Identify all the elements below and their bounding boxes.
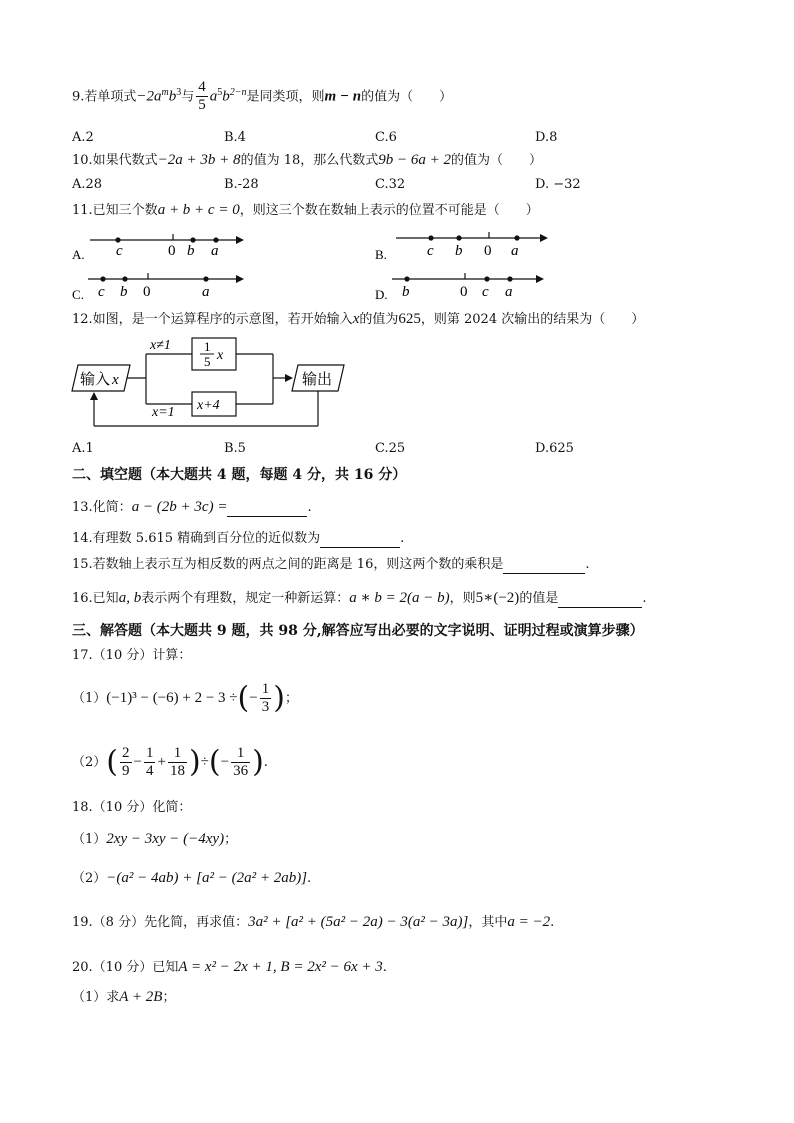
q18-part1: （1）2xy − 3xy − (−4xy)； [72,831,238,847]
q9-fraction: $\frac{4}{5}$ [198,79,206,114]
q17-part2: （2）( $\frac{2}{9}$ − $\frac{1}{4}$ + $\frac{1}{18}$ )÷(− $\frac{1}{36}$ ). [72,744,268,780]
q19: 19.（8 分）先化简，再求值：3a² + [a² + (5a² − 2a) − 3(a² − 3a)]，其中a = −2. [72,914,555,930]
q9-option-c[interactable]: C.6 [375,130,397,145]
q11-option-c[interactable] [72,273,244,302]
q10-stem: 10.如果代数式−2a + 3b + 8的值为 18，那么代数式9b − 6a + 2的值为（ ） [72,152,543,168]
svg-text:b: b [402,284,410,300]
svg-text:输出: 输出 [302,372,333,388]
section2-title: 二、填空题（本大题共 4 题，每题 4 分，共 16 分） [72,467,407,483]
section3-title: 三、解答题（本大题共 9 题，共 98 分,解答应写出必要的文字说明、证明过程或演算步骤） [72,623,644,639]
q14-answer-blank[interactable] [320,533,400,548]
q11-stem: 11.已知三个数a + b + c = 0，则这三个数在数轴上表示的位置不可能是（ ） [72,202,539,218]
svg-text:x: x [112,372,119,388]
svg-text:a: a [202,284,210,300]
q12-stem: 12.如图，是一个运算程序的示意图，若开始输入x的值为625，则第 2024 次输出的结果为（ ） [72,311,645,327]
svg-text:a: a [511,243,519,259]
q9-stem: 9.若单项式$-2a^mb^3$与 $\frac{4}{5}$ $a^5b^{2-n}$是同类项，则m − n的值为（ ） [72,79,453,114]
q12-option-b[interactable]: B.5 [224,441,246,456]
svg-text:0: 0 [143,284,151,300]
q11-c-label: C. [72,287,84,302]
svg-text:c: c [116,243,123,259]
q11-b-label: B. [375,247,387,262]
q13-answer-blank[interactable] [227,502,307,517]
q15: 15.若数轴上表示互为相反数的两点之间的距离是 16，则这两个数的乘积是 . [72,557,590,572]
svg-text:x=1: x=1 [152,405,175,420]
q12-flowchart [66,334,366,434]
q12-option-a[interactable]: A.1 [72,441,94,456]
q9-option-b[interactable]: B.4 [224,130,246,145]
q10-option-c[interactable]: C.32 [375,177,406,192]
q12-option-d[interactable]: D.625 [535,441,574,456]
svg-text:a: a [211,243,219,259]
svg-text:x: x [217,348,224,363]
q10-option-d[interactable]: D. −32 [535,177,581,192]
svg-text:1: 1 [204,339,211,354]
q11-a-label: A. [72,247,85,262]
q14: 14.有理数 5.615 精确到百分位的近似数为 . [72,531,405,546]
q10-option-a[interactable]: A.28 [72,177,103,192]
q9-option-a[interactable]: A.2 [72,130,94,145]
q20: 20.（10 分）已知A = x² − 2x + 1, B = 2x² − 6x + 3. [72,959,387,975]
q18-part2: （2）−(a² − 4ab) + [a² − (2a² + 2ab)]. [72,870,312,886]
svg-text:c: c [482,284,489,300]
q17-part1: （1）(−1)³ − (−6) + 2 − 3 ÷(− $\frac{1}{3}$ )； [72,680,298,716]
svg-text:c: c [427,243,434,259]
svg-text:x+4: x+4 [197,398,220,413]
svg-text:0: 0 [484,243,492,259]
q9-option-d[interactable]: D.8 [535,130,558,145]
q12-option-c[interactable]: C.25 [375,441,406,456]
svg-text:0: 0 [460,284,468,300]
svg-text:b: b [187,243,195,259]
q16-answer-blank[interactable] [558,593,642,608]
svg-text:a: a [505,284,513,300]
q10-option-b[interactable]: B.-28 [224,177,259,192]
q11-option-d[interactable] [375,273,544,302]
svg-text:5: 5 [204,354,211,369]
q20-part1: （1）求A + 2B； [72,989,176,1005]
svg-text:x≠1: x≠1 [150,338,171,353]
svg-text:b: b [455,243,463,259]
svg-text:输入: 输入 [80,372,111,388]
q13: 13.化简：a − (2b + 3c) = . [72,499,312,515]
svg-text:c: c [98,284,105,300]
svg-text:0: 0 [168,243,176,259]
q11-d-label: D. [375,287,388,302]
svg-text:b: b [120,284,128,300]
q15-answer-blank[interactable] [503,559,585,574]
q11-option-a[interactable] [72,234,244,262]
q18-header: 18.（10 分）化简： [72,800,192,815]
q17-header: 17.（10 分）计算： [72,648,192,663]
q11-option-b[interactable] [375,232,548,262]
q16: 16.已知a, b表示两个有理数，规定一种新运算：a ∗ b = 2(a − b)，则5∗(−2)的值是 . [72,590,647,606]
q11-number-lines [0,226,794,306]
